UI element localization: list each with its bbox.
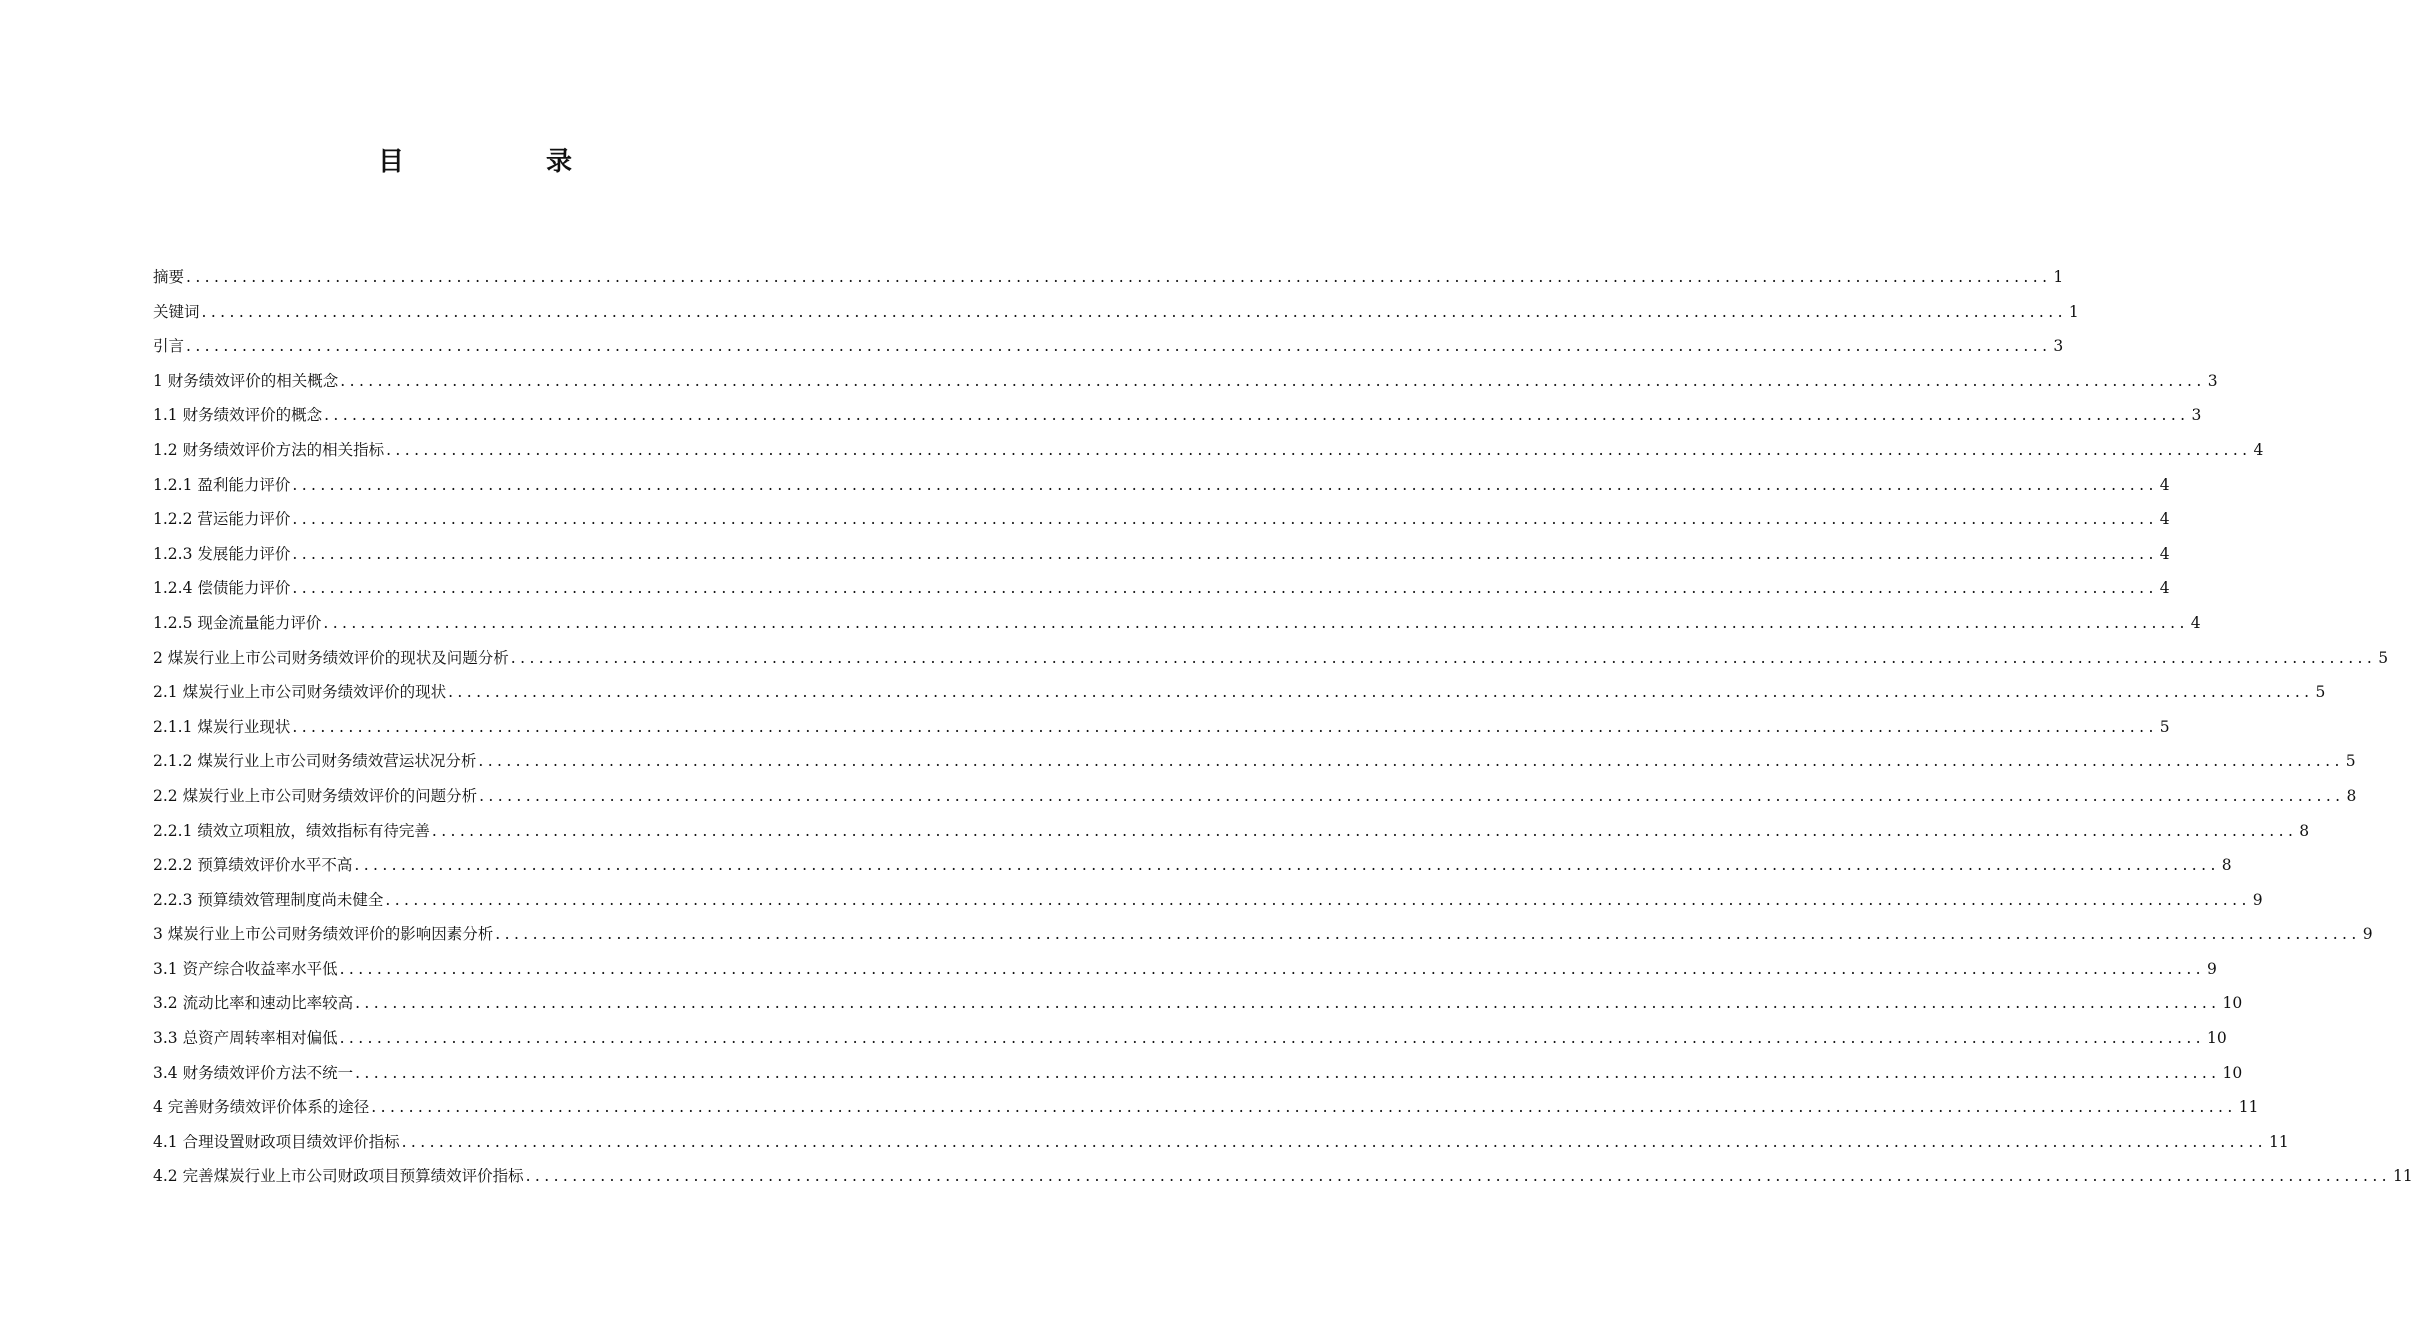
toc-page-number: 11	[2393, 1167, 2413, 1186]
toc-entry-text: 1.2.5 现金流量能力评价	[153, 613, 322, 632]
toc-entry[interactable]	[153, 295, 2079, 330]
toc-page-number: 8	[2221, 856, 2232, 875]
toc-leader-dots: ........................................................................................................................................................................................................	[525, 1167, 2391, 1186]
toc-entry[interactable]	[153, 398, 2202, 433]
toc-entry-text: 摘要	[153, 268, 185, 286]
toc-leader-dots: ........................................................................................................................................................................................................	[292, 510, 2158, 529]
toc-entry-text: 2.1 煤炭行业上市公司财务绩效评价的现状	[153, 683, 447, 702]
toc-page-number: 5	[2378, 648, 2389, 667]
toc-page-number: 4	[2159, 544, 2170, 563]
toc-entry[interactable]	[153, 710, 2170, 745]
toc-leader-dots: ........................................................................................................................................................................................................	[371, 1098, 2237, 1117]
toc-page-number: 3	[2191, 406, 2202, 425]
toc-entry[interactable]	[153, 468, 2170, 503]
toc-leader-dots: ........................................................................................................................................................................................................	[385, 890, 2251, 909]
toc-entry-text: 引言	[153, 337, 185, 356]
toc-entry-text: 1 财务绩效评价的相关概念	[153, 371, 339, 390]
toc-page-number: 9	[2252, 890, 2263, 909]
toc-page-number: 4	[2253, 440, 2264, 459]
toc-entry[interactable]	[153, 675, 2326, 710]
toc-entry-text: 1.1 财务绩效评价的概念	[153, 406, 323, 425]
toc-leader-dots: ........................................................................................................................................................................................................	[292, 544, 2158, 563]
toc-leader-dots: ........................................................................................................................................................................................................	[292, 475, 2158, 494]
toc-entry-text: 2.2 煤炭行业上市公司财务绩效评价的问题分析	[153, 786, 478, 805]
toc-page-number: 4	[2159, 579, 2170, 598]
toc-entry-text: 关键词	[153, 302, 200, 321]
toc-entry-text: 1.2.1 盈利能力评价	[153, 475, 291, 494]
toc-entry-text: 3.3 总资产周转率相对偏低	[153, 1029, 338, 1048]
toc-entry[interactable]	[153, 1090, 2259, 1125]
toc-entry-text: 3.4 财务绩效评价方法不统一	[153, 1063, 354, 1082]
toc-page-number: 5	[2159, 717, 2170, 736]
toc-entry-text: 4 完善财务绩效评价体系的途径	[153, 1098, 370, 1117]
toc-entry[interactable]	[153, 1159, 2413, 1194]
toc-leader-dots: ........................................................................................................................................................................................................	[339, 959, 2205, 978]
toc-entry[interactable]	[153, 1125, 2289, 1160]
toc-entry[interactable]	[153, 848, 2232, 883]
toc-leader-dots: ........................................................................................................................................................................................................	[292, 717, 2158, 736]
toc-entry-text: 4.2 完善煤炭行业上市公司财政项目预算绩效评价指标	[153, 1167, 524, 1186]
toc-page-number: 11	[2238, 1098, 2259, 1117]
toc-page-number: 9	[2206, 959, 2217, 978]
toc-entry-text: 1.2.3 发展能力评价	[153, 544, 291, 563]
toc-page-number: 4	[2159, 475, 2170, 494]
toc-entry-text: 1.2.4 偿债能力评价	[153, 579, 291, 598]
toc-page-number: 9	[2362, 925, 2373, 944]
toc-entry-text: 2.2.2 预算绩效评价水平不高	[153, 856, 353, 875]
toc-page-number: 10	[2222, 994, 2243, 1013]
toc-leader-dots: ........................................................................................................................................................................................................	[201, 302, 2067, 321]
toc-leader-dots: ........................................................................................................................................................................................................	[448, 683, 2314, 702]
toc-leader-dots: ........................................................................................................................................................................................................	[495, 925, 2361, 944]
toc-entry[interactable]	[153, 779, 2357, 814]
toc-entry-text: 1.2 财务绩效评价方法的相关指标	[153, 440, 385, 459]
toc-entry[interactable]	[153, 364, 2218, 399]
toc-page-number: 10	[2222, 1063, 2243, 1082]
toc-leader-dots: ........................................................................................................................................................................................................	[479, 786, 2345, 805]
table-of-contents	[153, 260, 2413, 1194]
toc-page-number: 4	[2159, 510, 2170, 529]
toc-page-number: 3	[2207, 371, 2218, 390]
toc-entry[interactable]	[153, 606, 2201, 641]
toc-entry[interactable]	[153, 814, 2310, 849]
toc-leader-dots: ........................................................................................................................................................................................................	[386, 440, 2252, 459]
toc-entry-text: 2.1.2 煤炭行业上市公司财务绩效营运状况分析	[153, 752, 477, 771]
toc-entry-text: 3.2 流动比率和速动比率较高	[153, 994, 354, 1013]
toc-title: 目 录	[377, 147, 630, 177]
toc-leader-dots: ........................................................................................................................................................................................................	[340, 371, 2206, 390]
toc-entry[interactable]	[153, 986, 2243, 1021]
toc-page-number: 3	[2053, 337, 2064, 356]
toc-entry-text: 4.1 合理设置财政项目绩效评价指标	[153, 1132, 400, 1151]
toc-page-number: 5	[2345, 752, 2356, 771]
toc-page-number: 4	[2190, 613, 2201, 632]
toc-leader-dots: ........................................................................................................................................................................................................	[401, 1132, 2267, 1151]
toc-leader-dots: ........................................................................................................................................................................................................	[186, 268, 2052, 286]
toc-entry[interactable]	[153, 571, 2170, 606]
toc-entry[interactable]	[153, 744, 2356, 779]
toc-entry[interactable]	[153, 641, 2389, 676]
toc-page-number: 8	[2299, 821, 2310, 840]
toc-page-number: 11	[2269, 1132, 2289, 1151]
toc-entry-text: 3.1 资产综合收益率水平低	[153, 959, 338, 978]
toc-page-number: 8	[2346, 786, 2357, 805]
toc-leader-dots: ........................................................................................................................................................................................................	[354, 856, 2220, 875]
toc-entry[interactable]	[153, 1056, 2243, 1091]
toc-entry-text: 2 煤炭行业上市公司财务绩效评价的现状及问题分析	[153, 648, 509, 667]
toc-leader-dots: ........................................................................................................................................................................................................	[323, 613, 2189, 632]
toc-entry[interactable]	[153, 917, 2373, 952]
toc-leader-dots: ........................................................................................................................................................................................................	[339, 1029, 2205, 1048]
toc-entry-text: 2.1.1 煤炭行业现状	[153, 717, 291, 736]
toc-entry-text: 2.2.1 绩效立项粗放，绩效指标有待完善	[153, 821, 430, 840]
toc-entry[interactable]	[153, 329, 2064, 364]
toc-entry[interactable]	[153, 433, 2264, 468]
toc-entry-text: 1.2.2 营运能力评价	[153, 510, 291, 529]
toc-leader-dots: ........................................................................................................................................................................................................	[510, 648, 2377, 667]
toc-entry[interactable]	[153, 260, 2064, 295]
toc-leader-dots: ........................................................................................................................................................................................................	[431, 821, 2298, 840]
toc-leader-dots: ........................................................................................................................................................................................................	[324, 406, 2190, 425]
toc-entry-text: 3 煤炭行业上市公司财务绩效评价的影响因素分析	[153, 925, 494, 944]
toc-page-number: 1	[2053, 268, 2064, 286]
toc-entry[interactable]	[153, 1021, 2227, 1056]
toc-leader-dots: ........................................................................................................................................................................................................	[292, 579, 2158, 598]
toc-leader-dots: ........................................................................................................................................................................................................	[355, 994, 2221, 1013]
toc-page-number: 1	[2068, 302, 2079, 321]
toc-page-number: 5	[2315, 683, 2326, 702]
toc-leader-dots: ........................................................................................................................................................................................................	[186, 337, 2052, 356]
toc-entry-text: 2.2.3 预算绩效管理制度尚未健全	[153, 890, 384, 909]
toc-entry[interactable]	[153, 952, 2217, 987]
toc-leader-dots: ........................................................................................................................................................................................................	[355, 1063, 2221, 1082]
toc-entry[interactable]	[153, 537, 2170, 572]
toc-entry[interactable]	[153, 883, 2263, 918]
toc-page-number: 10	[2206, 1029, 2227, 1048]
toc-entry[interactable]	[153, 502, 2170, 537]
toc-leader-dots: ........................................................................................................................................................................................................	[478, 752, 2344, 771]
